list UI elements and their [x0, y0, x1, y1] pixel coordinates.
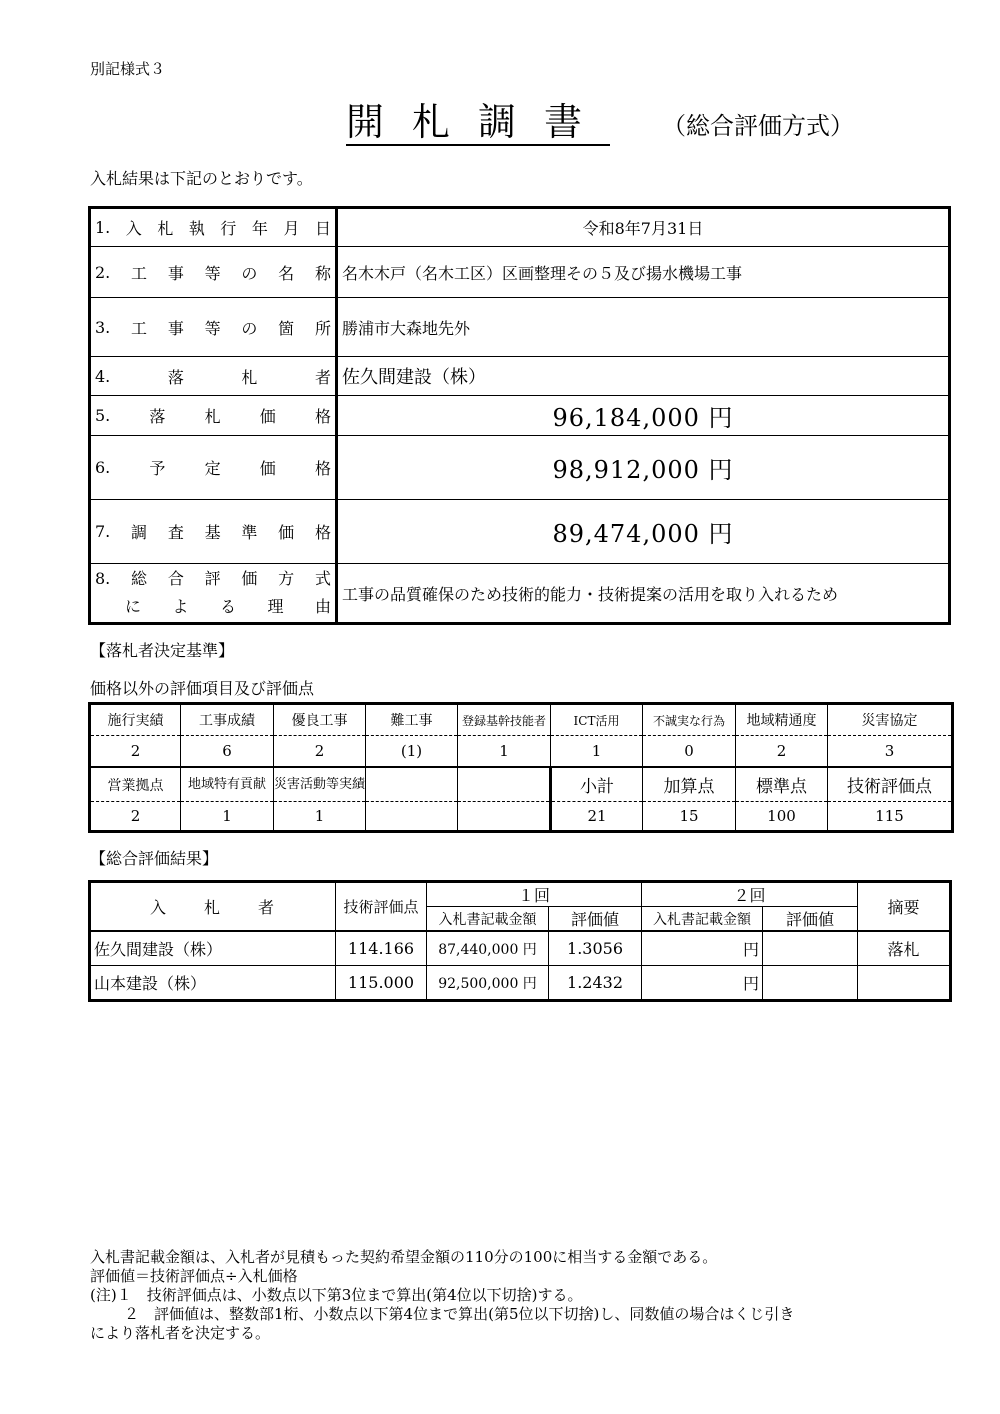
- eval-header-standard: 標準点: [736, 767, 828, 802]
- label-char: 工: [131, 263, 148, 283]
- eval-header: 難工事: [366, 704, 458, 736]
- result-remarks: [858, 966, 951, 1001]
- eval-value: 1: [181, 802, 274, 832]
- result-header-score1: 評価値: [549, 907, 642, 932]
- result-amount2: 円: [642, 931, 763, 966]
- label-winning-price: [90, 396, 337, 436]
- eval-value: 1: [551, 736, 643, 768]
- label-char: 5.: [95, 406, 111, 425]
- eval-value: 100: [736, 802, 828, 832]
- row-work-name: [90, 247, 950, 298]
- eval-header: 営業拠点: [90, 767, 181, 802]
- label-char: 1.: [95, 218, 111, 237]
- result-header-round2: ２回: [642, 882, 858, 907]
- result-remarks: 落札: [858, 931, 951, 966]
- label-char: 合: [167, 569, 184, 588]
- result-row: [90, 931, 951, 966]
- row-reason: [90, 564, 950, 624]
- eval-header: [458, 767, 551, 802]
- result-table: [88, 880, 952, 1002]
- label-char: 事: [167, 318, 184, 338]
- result-amount1: 92,500,000 円: [427, 966, 549, 1001]
- result-tech: 114.166: [336, 931, 427, 966]
- label-reason: [90, 564, 337, 624]
- label-char: 日: [314, 219, 331, 238]
- eval-value: 21: [551, 802, 643, 832]
- label-char: 格: [314, 407, 331, 426]
- result-tech: 115.000: [336, 966, 427, 1001]
- eval-row2-values: [90, 802, 953, 832]
- result-bidder: 佐久間建設（株）: [90, 931, 336, 966]
- result-header-row1: [90, 882, 951, 907]
- label-char: 査: [167, 523, 184, 542]
- label-char: 札: [157, 219, 174, 238]
- eval-value: 2: [274, 736, 366, 768]
- page-title: 開札調書: [346, 100, 611, 144]
- result-amount1: 87,440,000 円: [427, 931, 549, 966]
- value-work-location: 勝浦市大森地先外: [337, 298, 950, 357]
- tender-info-table: [88, 206, 951, 625]
- value-planned-price: 98,912,000 円: [337, 436, 950, 500]
- eval-value: 6: [181, 736, 274, 768]
- label-char: 所: [314, 318, 331, 338]
- note-line: (注)１ 技術評価点は、小数点以下第3位まで算出(第4位以下切捨)する。: [90, 1286, 583, 1304]
- label-char: 名: [278, 263, 295, 283]
- eval-value: [366, 802, 458, 832]
- eval-header-subtotal: 小計: [551, 767, 643, 802]
- eval-header: 災害活動等実績: [274, 767, 366, 802]
- label-char: 年: [251, 219, 268, 238]
- label-char: 3.: [95, 317, 111, 337]
- label-char: 者: [314, 367, 331, 387]
- result-row: [90, 966, 951, 1001]
- label-char: 基: [204, 523, 221, 542]
- form-number: 別記様式３: [90, 60, 166, 78]
- row-tender-date: [90, 208, 950, 247]
- eval-row2-headers: [90, 767, 953, 802]
- label-char: 定: [204, 459, 221, 478]
- row-winning-price: [90, 396, 950, 436]
- eval-row1-headers: [90, 704, 953, 736]
- label-char: 由: [314, 597, 331, 616]
- result-bidder: 山本建設（株）: [90, 966, 336, 1001]
- label-char: に: [125, 597, 142, 616]
- value-winning-price: 96,184,000 円: [337, 396, 950, 436]
- label-char: 行: [220, 219, 237, 238]
- result-header-remarks: 摘要: [858, 882, 951, 932]
- label-char: 6.: [95, 458, 111, 477]
- eval-header: 不誠実な行為: [643, 704, 736, 736]
- notes-block: [90, 1248, 940, 1343]
- result-score1: 1.2432: [549, 966, 642, 1001]
- result-header-bidder: 入 札 者: [90, 882, 336, 932]
- row-planned-price: [90, 436, 950, 500]
- result-header-round1: １回: [427, 882, 642, 907]
- label-char: 札: [204, 407, 221, 426]
- label-char: 月: [283, 219, 300, 238]
- label-char: 4.: [95, 366, 111, 386]
- label-char: る: [219, 597, 236, 616]
- eval-value: 2: [90, 736, 181, 768]
- value-reason: 工事の品質確保のため技術的能力・技術提案の活用を取り入れるため: [337, 564, 950, 624]
- eval-value: 2: [736, 736, 828, 768]
- eval-row1-values: [90, 736, 953, 768]
- evaluation-items-table: [88, 702, 954, 833]
- label-char: 価: [259, 459, 276, 478]
- intro-text: 入札結果は下記のとおりです。: [90, 169, 313, 188]
- result-score2: [763, 931, 858, 966]
- eval-value: 0: [643, 736, 736, 768]
- label-char: 格: [314, 459, 331, 478]
- result-score2: [763, 966, 858, 1001]
- eval-value: [458, 802, 551, 832]
- label-char: 準: [241, 523, 258, 542]
- row-survey-base-price: [90, 500, 950, 564]
- label-char: 入: [125, 219, 142, 238]
- eval-header-tech-score: 技術評価点: [828, 767, 953, 802]
- eval-value: 15: [643, 802, 736, 832]
- eval-value: 2: [90, 802, 181, 832]
- result-header-amount2: 入札書記載金額: [642, 907, 763, 932]
- label-char: 執: [188, 219, 205, 238]
- label-char: 工: [131, 318, 148, 338]
- label-work-location: [90, 298, 337, 357]
- result-score1: 1.3056: [549, 931, 642, 966]
- label-char: 事: [167, 263, 184, 283]
- eval-header: 地域精通度: [736, 704, 828, 736]
- eval-value: 1: [274, 802, 366, 832]
- eval-header: 災害協定: [828, 704, 953, 736]
- eval-value: (1): [366, 736, 458, 768]
- label-char: 等: [204, 318, 221, 338]
- page-subtitle: （総合評価方式）: [662, 112, 854, 140]
- value-winner: 佐久間建設（株）: [337, 357, 950, 396]
- label-char: 落: [149, 407, 166, 426]
- value-tender-date: 令和8年7月31日: [337, 208, 950, 247]
- result-amount2: 円: [642, 966, 763, 1001]
- section-result-heading: 【総合評価結果】: [90, 849, 219, 868]
- section-items-heading: 価格以外の評価項目及び評価点: [90, 679, 315, 698]
- eval-header: ICT活用: [551, 704, 643, 736]
- eval-value: 1: [458, 736, 551, 768]
- label-char: 等: [204, 263, 221, 283]
- label-char: 価: [278, 523, 295, 542]
- label-survey-base-price: [90, 500, 337, 564]
- value-survey-base-price: 89,474,000 円: [337, 500, 950, 564]
- label-winner: [90, 357, 337, 396]
- label-char: 調: [131, 523, 148, 542]
- eval-header: 施行実績: [90, 704, 181, 736]
- label-char: 式: [314, 569, 331, 588]
- label-char: 価: [241, 569, 258, 588]
- note-line: により落札者を決定する。: [90, 1324, 271, 1342]
- label-tender-date: [90, 208, 337, 247]
- eval-header: 工事成績: [181, 704, 274, 736]
- value-work-name: 名木木戸（名木工区）区画整理その５及び揚水機場工事: [337, 247, 950, 298]
- eval-header: [366, 767, 458, 802]
- result-header-score2: 評価値: [763, 907, 858, 932]
- label-char: 価: [259, 407, 276, 426]
- eval-header-bonus: 加算点: [643, 767, 736, 802]
- label-planned-price: [90, 436, 337, 500]
- result-header-amount1: 入札書記載金額: [427, 907, 549, 932]
- result-header-tech: 技術評価点: [336, 882, 427, 932]
- eval-header: 地域特有貢献: [181, 767, 274, 802]
- section-criteria-heading: 【落札者決定基準】: [90, 641, 235, 660]
- note-line: 評価値＝技術評価点÷入札価格: [90, 1267, 298, 1285]
- label-char: 格: [314, 523, 331, 542]
- label-char: 方: [278, 569, 295, 588]
- label-char: 8.: [95, 569, 111, 588]
- eval-value: 3: [828, 736, 953, 768]
- label-char: よ: [172, 597, 189, 616]
- label-char: 総: [131, 569, 148, 588]
- label-char: 札: [241, 367, 258, 387]
- label-char: 評: [204, 569, 221, 588]
- label-work-name: [90, 247, 337, 298]
- label-char: 箇: [278, 318, 295, 338]
- eval-value: 115: [828, 802, 953, 832]
- label-char: 予: [149, 459, 166, 478]
- label-char: の: [241, 318, 258, 338]
- note-line: 入札書記載金額は、入札者が見積もった契約希望金額の110分の100に相当する金額である。: [90, 1248, 718, 1266]
- row-winner: [90, 357, 950, 396]
- row-work-location: [90, 298, 950, 357]
- label-char: 7.: [95, 522, 111, 541]
- label-char: 2.: [95, 262, 111, 282]
- label-char: 落: [167, 367, 184, 387]
- label-char: 称: [314, 263, 331, 283]
- note-line: ２ 評価値は、整数部1桁、小数点以下第4位まで算出(第5位以下切捨)し、同数値の場合はくじ引き: [124, 1305, 795, 1323]
- eval-header: 登録基幹技能者: [458, 704, 551, 736]
- eval-header: 優良工事: [274, 704, 366, 736]
- page-title-wrap: [346, 100, 610, 146]
- label-char: の: [241, 263, 258, 283]
- label-char: 理: [267, 597, 284, 616]
